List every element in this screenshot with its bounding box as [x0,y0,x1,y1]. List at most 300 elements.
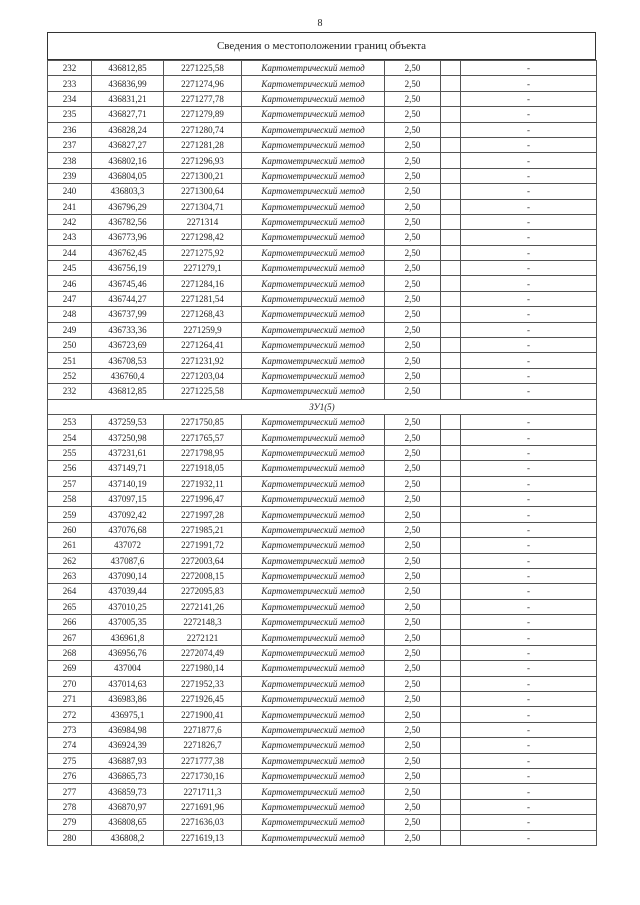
table-row [48,630,597,645]
method-cell: Картометрический метод [242,137,385,152]
coordinate-y: 2271231,92 [164,353,242,368]
description-cell: - [461,184,597,199]
section-row [48,399,597,414]
description-cell: - [461,353,597,368]
description-cell: - [461,368,597,383]
precision-cell: 2,50 [385,768,441,783]
precision-cell: 2,50 [385,384,441,399]
table-row [48,707,597,722]
description-cell: - [461,799,597,814]
precision-cell: 2,50 [385,830,441,845]
method-cell: Картометрический метод [242,815,385,830]
table-row [48,276,597,291]
page-number: 8 [317,18,323,29]
coordinate-x: 437140,19 [92,476,164,491]
description-cell: - [461,307,597,322]
empty-cell [441,199,461,214]
coordinate-x: 436859,73 [92,784,164,799]
coordinate-x: 437250,98 [92,430,164,445]
coordinate-x: 436956,76 [92,645,164,660]
precision-cell: 2,50 [385,553,441,568]
table-row [48,107,597,122]
coordinate-y: 2271296,93 [164,153,242,168]
table-row [48,338,597,353]
coordinate-x: 437090,14 [92,568,164,583]
precision-cell: 2,50 [385,414,441,429]
precision-cell: 2,50 [385,599,441,614]
table-row [48,414,597,429]
point-number: 246 [48,276,92,291]
empty-cell [441,538,461,553]
coordinate-x: 436870,97 [92,799,164,814]
point-number: 243 [48,230,92,245]
method-cell: Картометрический метод [242,122,385,137]
description-cell: - [461,615,597,630]
coordinate-y: 2271750,85 [164,414,242,429]
precision-cell: 2,50 [385,692,441,707]
empty-cell [441,430,461,445]
table-row [48,522,597,537]
method-cell: Картометрический метод [242,91,385,106]
point-number: 278 [48,799,92,814]
precision-cell: 2,50 [385,91,441,106]
coordinate-x: 436865,73 [92,768,164,783]
coordinate-y: 2271275,92 [164,245,242,260]
precision-cell: 2,50 [385,322,441,337]
description-cell: - [461,445,597,460]
method-cell: Картометрический метод [242,322,385,337]
empty-cell [441,568,461,583]
description-cell: - [461,461,597,476]
method-cell: Картометрический метод [242,799,385,814]
coordinate-y: 2272121 [164,630,242,645]
precision-cell: 2,50 [385,661,441,676]
method-cell: Картометрический метод [242,291,385,306]
precision-cell: 2,50 [385,338,441,353]
coordinate-y: 2271918,05 [164,461,242,476]
empty-cell [441,276,461,291]
coordinate-x: 436961,8 [92,630,164,645]
coordinate-x: 436745,46 [92,276,164,291]
point-number: 266 [48,615,92,630]
empty-cell [441,491,461,506]
coordinate-y: 2271826,7 [164,738,242,753]
coordinate-x: 437076,68 [92,522,164,537]
description-cell: - [461,291,597,306]
coordinate-y: 2271314 [164,214,242,229]
point-number: 244 [48,245,92,260]
empty-cell [441,722,461,737]
coordinate-y: 2271264,41 [164,338,242,353]
empty-cell [441,584,461,599]
table-row [48,815,597,830]
table-row [48,261,597,276]
coordinate-x: 436803,3 [92,184,164,199]
point-number: 232 [48,384,92,399]
point-number: 270 [48,676,92,691]
point-number: 265 [48,599,92,614]
table-row [48,384,597,399]
description-cell: - [461,692,597,707]
method-cell: Картометрический метод [242,615,385,630]
description-cell: - [461,722,597,737]
coordinate-y: 2271877,6 [164,722,242,737]
table-row [48,784,597,799]
coordinate-x: 436827,27 [92,137,164,152]
coordinate-y: 2271691,96 [164,799,242,814]
empty-cell [441,753,461,768]
description-cell: - [461,384,597,399]
table-row [48,168,597,183]
point-number: 255 [48,445,92,460]
precision-cell: 2,50 [385,568,441,583]
coordinate-y: 2271281,54 [164,291,242,306]
point-number: 274 [48,738,92,753]
method-cell: Картометрический метод [242,445,385,460]
empty-cell [441,338,461,353]
coordinate-x: 436802,16 [92,153,164,168]
coordinate-y: 2271279,1 [164,261,242,276]
table-row [48,830,597,845]
point-number: 263 [48,568,92,583]
precision-cell: 2,50 [385,276,441,291]
method-cell: Картометрический метод [242,692,385,707]
point-number: 233 [48,76,92,91]
method-cell: Картометрический метод [242,553,385,568]
method-cell: Картометрический метод [242,568,385,583]
description-cell: - [461,522,597,537]
point-number: 277 [48,784,92,799]
precision-cell: 2,50 [385,799,441,814]
precision-cell: 2,50 [385,615,441,630]
method-cell: Картометрический метод [242,461,385,476]
precision-cell: 2,50 [385,522,441,537]
table-row [48,214,597,229]
coordinate-y: 2271203,04 [164,368,242,383]
coordinate-y: 2271926,45 [164,692,242,707]
precision-cell: 2,50 [385,630,441,645]
method-cell: Картометрический метод [242,168,385,183]
point-number: 259 [48,507,92,522]
table-row [48,76,597,91]
table-row [48,322,597,337]
coordinate-x: 437092,42 [92,507,164,522]
table-row [48,507,597,522]
coordinate-x: 437004 [92,661,164,676]
point-number: 264 [48,584,92,599]
empty-cell [441,692,461,707]
coordinate-y: 2271996,47 [164,491,242,506]
empty-cell [441,476,461,491]
method-cell: Картометрический метод [242,538,385,553]
table-row [48,184,597,199]
empty-cell [441,168,461,183]
point-number: 248 [48,307,92,322]
coordinate-x: 436831,21 [92,91,164,106]
method-cell: Картометрический метод [242,476,385,491]
method-cell: Картометрический метод [242,522,385,537]
method-cell: Картометрический метод [242,61,385,76]
coordinate-y: 2271777,38 [164,753,242,768]
point-number: 257 [48,476,92,491]
point-number: 238 [48,153,92,168]
table-row [48,553,597,568]
method-cell: Картометрический метод [242,784,385,799]
empty-cell [441,707,461,722]
empty-cell [441,553,461,568]
table-row [48,538,597,553]
table-row [48,199,597,214]
point-number: 262 [48,553,92,568]
method-cell: Картометрический метод [242,491,385,506]
precision-cell: 2,50 [385,199,441,214]
table-row [48,661,597,676]
coordinate-x: 436887,93 [92,753,164,768]
point-number: 245 [48,261,92,276]
description-cell: - [461,538,597,553]
precision-cell: 2,50 [385,291,441,306]
precision-cell: 2,50 [385,184,441,199]
empty-cell [441,768,461,783]
coordinate-y: 2271997,28 [164,507,242,522]
coordinate-x: 437259,53 [92,414,164,429]
description-cell: - [461,676,597,691]
table-row [48,676,597,691]
coordinate-y: 2272141,26 [164,599,242,614]
coordinate-x: 436836,99 [92,76,164,91]
point-number: 234 [48,91,92,106]
method-cell: Картометрический метод [242,707,385,722]
coordinate-x: 436812,85 [92,61,164,76]
coordinate-y: 2271932,11 [164,476,242,491]
empty-cell [441,507,461,522]
coordinate-x: 437072 [92,538,164,553]
table-row [48,615,597,630]
coordinates-table-frame [47,32,596,846]
empty-cell [441,122,461,137]
description-cell: - [461,491,597,506]
precision-cell: 2,50 [385,784,441,799]
coordinate-y: 2271900,41 [164,707,242,722]
empty-cell [441,107,461,122]
coordinate-y: 2271280,74 [164,122,242,137]
description-cell: - [461,91,597,106]
method-cell: Картометрический метод [242,107,385,122]
coordinate-x: 436737,99 [92,307,164,322]
description-cell: - [461,815,597,830]
description-cell: - [461,76,597,91]
description-cell: - [461,168,597,183]
coordinate-y: 2271300,64 [164,184,242,199]
description-cell: - [461,261,597,276]
description-cell: - [461,199,597,214]
precision-cell: 2,50 [385,168,441,183]
coordinate-x: 436733,36 [92,322,164,337]
method-cell: Картометрический метод [242,584,385,599]
table-row [48,230,597,245]
precision-cell: 2,50 [385,368,441,383]
empty-cell [441,830,461,845]
empty-cell [441,645,461,660]
precision-cell: 2,50 [385,76,441,91]
coordinate-x: 436828,24 [92,122,164,137]
precision-cell: 2,50 [385,137,441,152]
coordinate-x: 437014,63 [92,676,164,691]
precision-cell: 2,50 [385,107,441,122]
description-cell: - [461,738,597,753]
empty-cell [441,630,461,645]
precision-cell: 2,50 [385,815,441,830]
table-row [48,584,597,599]
coordinate-x: 436760,4 [92,368,164,383]
description-cell: - [461,214,597,229]
description-cell: - [461,553,597,568]
precision-cell: 2,50 [385,261,441,276]
point-number: 268 [48,645,92,660]
coordinate-x: 436808,65 [92,815,164,830]
description-cell: - [461,645,597,660]
point-number: 267 [48,630,92,645]
method-cell: Картометрический метод [242,768,385,783]
table-row [48,368,597,383]
precision-cell: 2,50 [385,476,441,491]
coordinate-y: 2271636,03 [164,815,242,830]
table-row [48,291,597,306]
method-cell: Картометрический метод [242,153,385,168]
point-number: 258 [48,491,92,506]
point-number: 275 [48,753,92,768]
precision-cell: 2,50 [385,122,441,137]
point-number: 237 [48,137,92,152]
coordinate-x: 437087,6 [92,553,164,568]
empty-cell [441,384,461,399]
table-row [48,476,597,491]
table-row [48,568,597,583]
description-cell: - [461,61,597,76]
precision-cell: 2,50 [385,738,441,753]
precision-cell: 2,50 [385,445,441,460]
point-number: 271 [48,692,92,707]
table-row [48,122,597,137]
point-number: 249 [48,322,92,337]
description-cell: - [461,137,597,152]
precision-cell: 2,50 [385,584,441,599]
method-cell: Картометрический метод [242,368,385,383]
coordinate-x: 437231,61 [92,445,164,460]
precision-cell: 2,50 [385,707,441,722]
description-cell: - [461,507,597,522]
coordinate-y: 2271304,71 [164,199,242,214]
precision-cell: 2,50 [385,245,441,260]
table-row [48,722,597,737]
table-row [48,353,597,368]
table-row [48,245,597,260]
point-number: 235 [48,107,92,122]
coordinate-y: 2271711,3 [164,784,242,799]
coordinate-y: 2271298,42 [164,230,242,245]
empty-cell [441,445,461,460]
description-cell: - [461,753,597,768]
point-number: 232 [48,61,92,76]
empty-cell [441,307,461,322]
precision-cell: 2,50 [385,61,441,76]
coordinate-y: 2271284,16 [164,276,242,291]
method-cell: Картометрический метод [242,722,385,737]
coordinate-y: 2271281,28 [164,137,242,152]
point-number: 254 [48,430,92,445]
coordinate-y: 2271268,43 [164,307,242,322]
point-number: 252 [48,368,92,383]
precision-cell: 2,50 [385,353,441,368]
description-cell: - [461,707,597,722]
method-cell: Картометрический метод [242,245,385,260]
point-number: 276 [48,768,92,783]
method-cell: Картометрический метод [242,276,385,291]
point-number: 280 [48,830,92,845]
table-row [48,137,597,152]
coordinate-y: 2271259,9 [164,322,242,337]
section-row-group [48,399,597,414]
description-cell: - [461,661,597,676]
method-cell: Картометрический метод [242,430,385,445]
empty-cell [441,353,461,368]
table-row [48,91,597,106]
coordinate-x: 436975,1 [92,707,164,722]
description-cell: - [461,584,597,599]
method-cell: Картометрический метод [242,661,385,676]
method-cell: Картометрический метод [242,184,385,199]
coordinate-y: 2271277,78 [164,91,242,106]
empty-cell [441,738,461,753]
point-number: 241 [48,199,92,214]
empty-cell [441,799,461,814]
method-cell: Картометрический метод [242,599,385,614]
method-cell: Картометрический метод [242,753,385,768]
description-cell: - [461,414,597,429]
precision-cell: 2,50 [385,153,441,168]
coordinate-x: 437097,15 [92,491,164,506]
coordinate-x: 436744,27 [92,291,164,306]
table-row [48,692,597,707]
point-number: 261 [48,538,92,553]
coordinate-x: 436827,71 [92,107,164,122]
coordinate-x: 436782,56 [92,214,164,229]
coordinate-y: 2272003,64 [164,553,242,568]
coordinate-x: 437039,44 [92,584,164,599]
method-cell: Картометрический метод [242,353,385,368]
table-row [48,445,597,460]
empty-cell [441,76,461,91]
description-cell: - [461,245,597,260]
coordinate-y: 2272008,15 [164,568,242,583]
coordinate-y: 2272095,83 [164,584,242,599]
table-row [48,753,597,768]
coordinate-y: 2271798,95 [164,445,242,460]
coordinate-x: 436804,05 [92,168,164,183]
coordinate-x: 436708,53 [92,353,164,368]
coordinate-x: 437149,71 [92,461,164,476]
point-number: 250 [48,338,92,353]
point-number: 279 [48,815,92,830]
table-row [48,645,597,660]
empty-cell [441,137,461,152]
description-cell: - [461,153,597,168]
table-row [48,599,597,614]
description-cell: - [461,322,597,337]
description-cell: - [461,476,597,491]
table-row [48,61,597,76]
precision-cell: 2,50 [385,722,441,737]
